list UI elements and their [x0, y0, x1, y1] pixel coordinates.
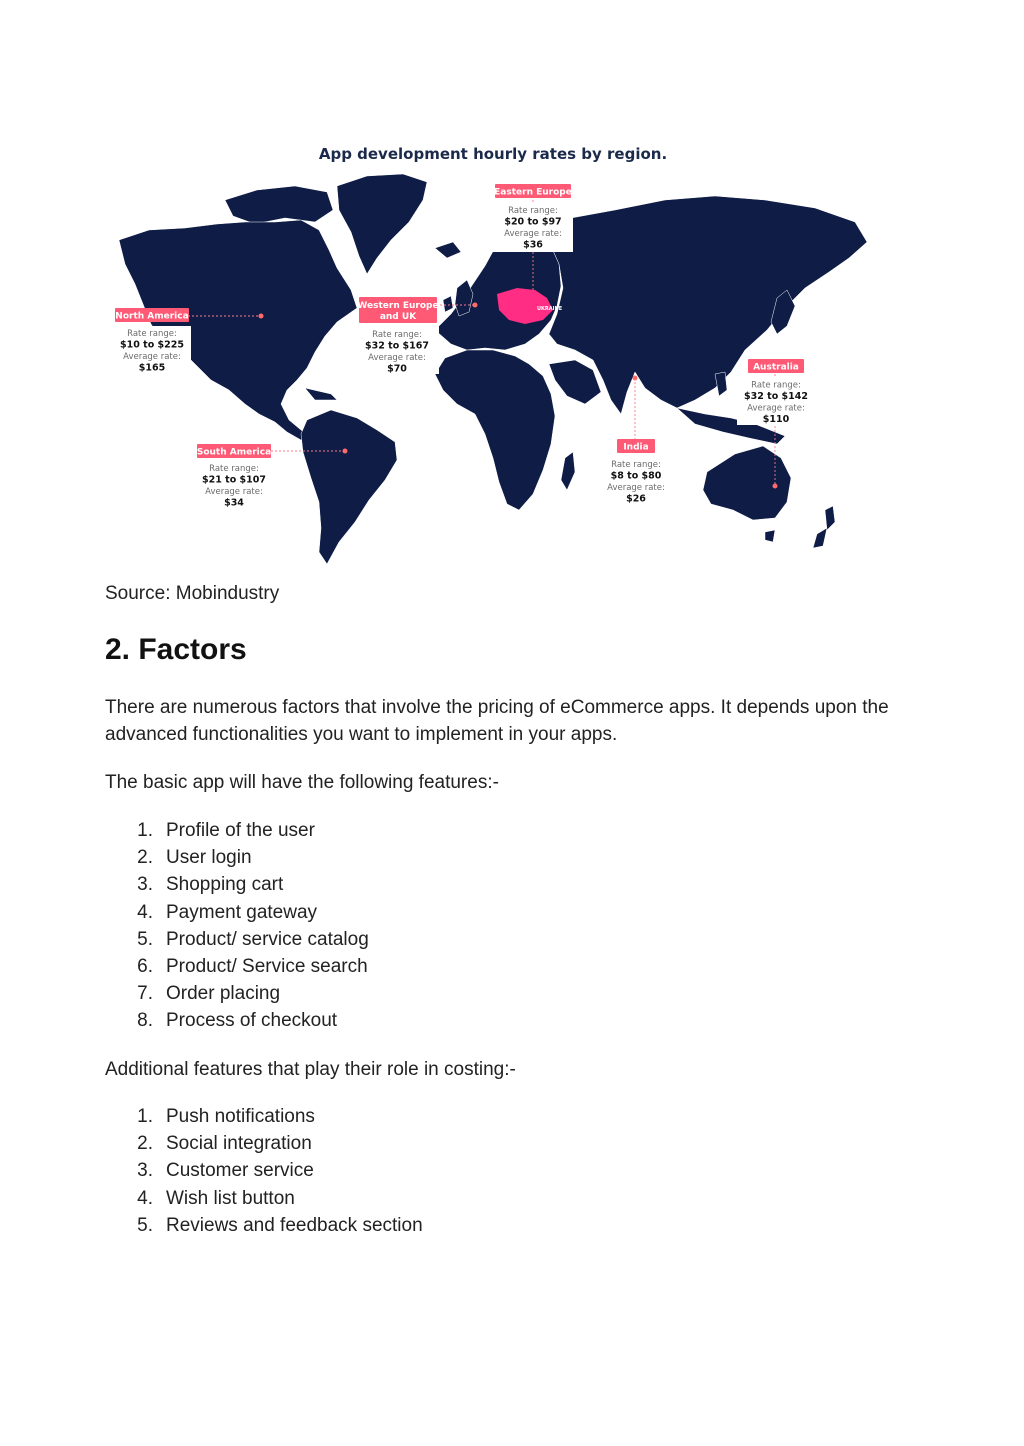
dot-north-america: [259, 314, 264, 319]
region-label-north-america: [113, 308, 191, 374]
tasmania-shape: [765, 530, 775, 542]
list-item: 3. Customer service: [105, 1157, 423, 1184]
region-name-western-europe-line1: Western Europe: [357, 301, 439, 311]
iceland-shape: [435, 242, 461, 258]
australia-shape: [703, 446, 791, 520]
range-label-australia: Rate range:: [751, 380, 801, 391]
list-item: 5. Reviews and feedback section: [105, 1212, 423, 1239]
avg-eastern-europe: $36: [523, 239, 543, 251]
range-eastern-europe: $20 to $97: [504, 216, 562, 228]
range-north-america: $10 to $225: [120, 339, 184, 351]
avg-label-western-europe: Average rate:: [368, 353, 426, 363]
list-item-text: Reviews and feedback section: [166, 1214, 423, 1236]
region-name-eastern-europe: Eastern Europe: [494, 187, 572, 198]
range-western-europe: $32 to $167: [365, 340, 429, 352]
additional-features-intro: Additional features that play their role in costing:-: [105, 1059, 516, 1080]
range-australia: $32 to $142: [744, 391, 808, 402]
list-item-text: Profile of the user: [166, 820, 315, 841]
south-america-shape: [301, 410, 397, 564]
region-name-india: India: [623, 442, 649, 453]
new-zealand-shape: [825, 506, 835, 530]
dot-australia: [773, 484, 778, 489]
avg-australia: $110: [762, 414, 790, 425]
range-label-south-america: Rate range:: [209, 464, 259, 474]
range-india: $8 to $80: [610, 470, 662, 482]
avg-label-south-america: Average rate:: [205, 487, 263, 497]
list-item-text: Customer service: [166, 1160, 314, 1182]
avg-north-america: $165: [138, 362, 166, 374]
list-item: 5. Product/ service catalog: [105, 926, 369, 953]
list-item: 1. Push notifications: [105, 1103, 423, 1130]
dot-india: [633, 376, 638, 381]
arctic-islands-shape: [225, 186, 333, 224]
philippines-shape: [715, 372, 727, 396]
dot-south-america: [343, 449, 348, 454]
range-south-america: $21 to $107: [202, 474, 266, 486]
avg-label-eastern-europe: Average rate:: [504, 229, 562, 239]
list-item-text: Product/ service catalog: [166, 928, 369, 950]
image-source: Source: Mobindustry: [105, 583, 280, 604]
region-name-north-america: North America: [115, 311, 189, 322]
avg-india: $26: [626, 493, 646, 505]
list-item: 2. Social integration: [105, 1130, 423, 1157]
range-label-north-america: Rate range:: [127, 329, 177, 339]
list-item-text: Product/ Service search: [166, 955, 368, 977]
range-label-eastern-europe: Rate range:: [508, 206, 558, 216]
avg-western-europe: $70: [387, 363, 407, 375]
region-label-india: [599, 439, 673, 506]
map-title: App development hourly rates by region.: [318, 145, 668, 163]
region-label-australia: [737, 359, 815, 425]
greenland-shape: [337, 174, 427, 274]
region-name-south-america: South America: [196, 447, 272, 458]
list-item-text: Process of checkout: [166, 1010, 338, 1032]
list-item-text: Push notifications: [166, 1106, 315, 1127]
list-item: 8. Process of checkout: [105, 1007, 369, 1034]
madagascar-shape: [561, 452, 575, 490]
list-item-text: Shopping cart: [166, 874, 284, 896]
list-item-text: Order placing: [166, 983, 281, 1005]
list-item-text: Wish list button: [166, 1187, 295, 1209]
basic-features-list: [105, 817, 369, 1035]
additional-features-list: [105, 1103, 423, 1239]
avg-label-india: Average rate:: [607, 483, 665, 493]
list-item: 4. Payment gateway: [105, 899, 369, 926]
region-label-western-europe: [357, 297, 439, 375]
basic-features-intro: The basic app will have the following features:-: [105, 772, 499, 793]
ireland-shape: [443, 296, 453, 312]
list-item: 6. Product/ Service search: [105, 953, 369, 980]
world-map-figure: [105, 138, 885, 570]
avg-label-australia: Average rate:: [747, 403, 805, 414]
list-item: 4. Wish list button: [105, 1185, 423, 1212]
region-name-australia: Australia: [753, 362, 799, 373]
region-label-south-america: [195, 444, 273, 509]
list-item: 7. Order placing: [105, 980, 369, 1007]
africa-shape: [435, 350, 555, 510]
list-item: 1. Profile of the user: [105, 817, 369, 844]
region-label-eastern-europe: [493, 184, 573, 252]
section-heading: 2. Factors: [105, 633, 247, 666]
avg-south-america: $34: [224, 497, 244, 509]
range-label-india: Rate range:: [611, 460, 661, 470]
list-item-text: Payment gateway: [166, 901, 318, 923]
region-name-western-europe-line2: and UK: [379, 312, 417, 322]
list-item-text: User login: [166, 847, 252, 869]
new-zealand-south-shape: [813, 528, 827, 548]
list-item: 2. User login: [105, 844, 369, 871]
intro-paragraph: There are numerous factors that involve the pricing of eCommerce apps. It depends upon the advanced functionalities you want to implement in your apps.: [105, 697, 889, 745]
list-item: 3. Shopping cart: [105, 871, 369, 898]
ukraine-label: UKRAINE: [537, 306, 563, 312]
caribbean-shape: [305, 388, 337, 400]
dot-western-europe: [473, 303, 478, 308]
avg-label-north-america: Average rate:: [123, 352, 181, 362]
arabia-shape: [549, 360, 601, 404]
world-map-svg: [105, 138, 885, 570]
list-item-text: Social integration: [166, 1133, 312, 1155]
range-label-western-europe: Rate range:: [372, 330, 422, 340]
